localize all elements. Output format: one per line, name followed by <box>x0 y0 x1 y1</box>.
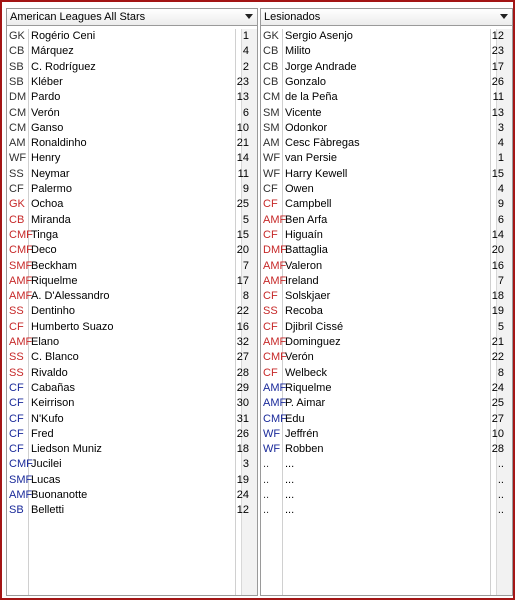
player-position: CF <box>9 397 24 410</box>
player-name: Ireland <box>285 274 319 287</box>
player-number: 31 <box>236 412 249 425</box>
player-position: SB <box>9 60 24 73</box>
player-name: Cabañas <box>31 381 76 394</box>
player-row[interactable] <box>7 90 257 105</box>
right-player-list <box>261 29 512 595</box>
player-name: Recoba <box>285 305 323 318</box>
player-position: AMF <box>263 213 287 226</box>
player-position: CMF <box>9 228 33 241</box>
player-number: 30 <box>236 397 249 410</box>
right-team-panel <box>260 8 513 596</box>
player-row[interactable] <box>7 350 257 365</box>
player-row[interactable] <box>7 289 257 304</box>
player-name: Fred <box>31 427 54 440</box>
player-position: CF <box>263 366 278 379</box>
player-number: 4 <box>497 137 504 150</box>
player-position: AMF <box>263 397 287 410</box>
player-position: WF <box>9 152 27 165</box>
player-row[interactable] <box>7 259 257 274</box>
player-name: Milito <box>285 45 311 58</box>
player-number: 20 <box>491 244 504 257</box>
player-position: AMF <box>9 336 33 348</box>
player-name: Belletti <box>31 504 65 517</box>
player-number: 18 <box>236 443 249 456</box>
player-number: 23 <box>236 75 249 88</box>
player-position: SS <box>9 167 24 180</box>
player-number: 26 <box>491 75 504 88</box>
player-name: de la Peña <box>285 91 338 104</box>
player-row[interactable] <box>261 151 512 166</box>
player-position: CF <box>9 381 24 394</box>
player-name: Kléber <box>31 75 63 88</box>
player-name: C. Blanco <box>31 351 79 364</box>
player-position: .. <box>263 458 270 471</box>
player-row[interactable] <box>7 106 257 121</box>
player-number: 28 <box>236 366 249 379</box>
player-name: ... <box>285 489 295 501</box>
player-position: SS <box>9 366 24 379</box>
player-number: 6 <box>242 106 249 119</box>
player-row[interactable] <box>7 442 257 457</box>
player-position: CB <box>263 45 279 58</box>
player-row[interactable] <box>261 197 512 212</box>
player-name: Harry Kewell <box>285 167 348 180</box>
player-name: Lucas <box>31 473 61 486</box>
player-number: .. <box>497 458 504 471</box>
player-row[interactable] <box>7 320 257 335</box>
player-name: Palermo <box>31 183 72 195</box>
player-row[interactable] <box>261 274 512 289</box>
player-name: Riquelme <box>285 381 332 394</box>
player-row[interactable] <box>7 151 257 166</box>
player-position: SMF <box>9 473 33 486</box>
player-number: 21 <box>236 137 249 150</box>
player-row[interactable] <box>7 182 257 197</box>
player-number: 17 <box>491 60 504 73</box>
player-row[interactable] <box>261 457 512 472</box>
player-number: 11 <box>237 167 249 180</box>
player-name: Riquelme <box>31 274 78 287</box>
player-number: 27 <box>236 351 249 364</box>
player-position: WF <box>263 427 281 440</box>
player-position: WF <box>263 443 281 456</box>
player-name: Dominguez <box>285 336 341 348</box>
player-row[interactable] <box>7 427 257 442</box>
player-name: Tinga <box>31 228 59 241</box>
player-name: Sergio Asenjo <box>285 30 353 42</box>
player-number: 12 <box>236 504 249 517</box>
player-name: van Persie <box>285 152 337 165</box>
player-number: 16 <box>491 259 504 272</box>
player-row[interactable] <box>7 503 257 518</box>
player-row[interactable] <box>261 412 512 427</box>
player-name: Buonanotte <box>31 489 88 501</box>
player-position: AMF <box>9 489 33 501</box>
player-row[interactable] <box>7 228 257 243</box>
player-position: AMF <box>9 274 33 287</box>
player-name: Owen <box>285 183 314 195</box>
player-number: .. <box>497 504 504 517</box>
player-number: 26 <box>236 427 249 440</box>
player-name: P. Aimar <box>285 397 326 410</box>
player-row[interactable] <box>7 457 257 472</box>
player-position: AMF <box>263 381 287 394</box>
player-row[interactable] <box>261 243 512 258</box>
player-row[interactable] <box>7 60 257 75</box>
chevron-down-icon[interactable] <box>500 14 508 19</box>
player-row[interactable] <box>7 197 257 212</box>
player-row[interactable] <box>261 75 512 90</box>
player-number: 7 <box>497 274 504 287</box>
left-player-list <box>7 29 257 595</box>
player-position: CB <box>263 60 279 73</box>
player-row[interactable] <box>7 274 257 289</box>
player-row[interactable] <box>7 243 257 258</box>
player-number: 9 <box>497 198 504 211</box>
player-number: 19 <box>236 473 249 486</box>
player-row[interactable] <box>261 259 512 274</box>
player-number: 29 <box>236 381 249 394</box>
player-number: 25 <box>236 198 249 211</box>
player-name: Edu <box>285 412 305 425</box>
player-position: AMF <box>9 290 33 303</box>
player-number: 15 <box>236 228 249 241</box>
player-name: Campbell <box>285 198 332 211</box>
player-number: 25 <box>491 397 504 410</box>
player-position: CMF <box>9 458 33 471</box>
player-position: CF <box>263 228 278 241</box>
player-number: 32 <box>236 336 249 348</box>
player-row[interactable] <box>261 121 512 136</box>
player-name: C. Rodríguez <box>31 60 96 73</box>
player-position: .. <box>263 489 270 501</box>
player-row[interactable] <box>261 335 512 350</box>
player-row[interactable] <box>7 167 257 182</box>
player-position: SS <box>9 351 24 364</box>
player-name: Higuaín <box>285 228 323 241</box>
player-position: .. <box>263 504 270 517</box>
player-row[interactable] <box>7 29 257 44</box>
player-position: SM <box>263 121 280 134</box>
player-number: 1 <box>497 152 504 165</box>
player-number: 13 <box>236 91 249 104</box>
player-name: Márquez <box>31 45 74 58</box>
player-position: SS <box>9 305 24 318</box>
player-name: Odonkor <box>285 121 328 134</box>
player-name: Ganso <box>31 121 64 134</box>
player-row[interactable] <box>7 488 257 503</box>
player-number: 3 <box>497 121 504 134</box>
player-position: CB <box>263 75 279 88</box>
player-position: DMF <box>263 244 287 257</box>
player-row[interactable] <box>261 442 512 457</box>
player-name: ... <box>285 458 295 471</box>
player-row[interactable] <box>7 136 257 151</box>
player-number: 24 <box>236 489 249 501</box>
player-number: 24 <box>491 381 504 394</box>
player-name: Robben <box>285 443 324 456</box>
player-position: SB <box>9 75 24 88</box>
player-row[interactable] <box>261 473 512 488</box>
player-number: 4 <box>242 45 249 58</box>
player-name: Verón <box>285 351 314 364</box>
player-name: A. D'Alessandro <box>31 290 110 303</box>
player-row[interactable] <box>261 427 512 442</box>
player-number: 19 <box>491 305 504 318</box>
player-position: CF <box>9 443 24 456</box>
player-number: .. <box>497 489 504 501</box>
player-row[interactable] <box>261 90 512 105</box>
player-position: AM <box>263 137 280 150</box>
player-position: DM <box>9 91 27 104</box>
player-position: CF <box>263 320 278 333</box>
player-position: CMF <box>9 244 33 257</box>
player-position: AM <box>9 137 26 150</box>
player-position: CF <box>9 183 24 195</box>
player-name: Jorge Andrade <box>285 60 357 73</box>
left-team-dropdown-label: American Leagues All Stars <box>10 11 146 23</box>
player-position: CF <box>9 412 24 425</box>
player-number: 8 <box>242 290 249 303</box>
player-name: Gonzalo <box>285 75 326 88</box>
player-name: Vicente <box>285 106 322 119</box>
player-name: Verón <box>31 106 60 119</box>
player-number: 14 <box>236 152 249 165</box>
player-name: Battaglia <box>285 244 328 257</box>
player-row[interactable] <box>261 228 512 243</box>
player-name: Solskjaer <box>285 290 331 303</box>
player-row[interactable] <box>261 366 512 381</box>
player-name: Pardo <box>31 91 61 104</box>
player-number: .. <box>497 473 504 486</box>
player-number: 11 <box>492 91 504 104</box>
player-number: 10 <box>491 427 504 440</box>
player-number: 17 <box>236 274 249 287</box>
player-row[interactable] <box>261 503 512 518</box>
player-row[interactable] <box>261 213 512 228</box>
player-number: 28 <box>491 443 504 456</box>
player-name: Ronaldinho <box>31 137 87 150</box>
player-position: WF <box>263 152 281 165</box>
player-name: Humberto Suazo <box>31 320 114 333</box>
player-position: SS <box>263 305 278 318</box>
player-position: GK <box>9 198 25 211</box>
player-position: AMF <box>263 259 287 272</box>
player-name: Deco <box>31 244 57 257</box>
player-number: 5 <box>497 320 504 333</box>
player-row[interactable] <box>261 29 512 44</box>
player-row[interactable] <box>261 182 512 197</box>
player-name: Dentinho <box>31 305 76 318</box>
player-row[interactable] <box>261 106 512 121</box>
player-position: SMF <box>9 259 33 272</box>
player-row[interactable] <box>261 396 512 411</box>
player-position: CF <box>263 183 278 195</box>
player-position: CMF <box>263 412 287 425</box>
player-name: Elano <box>31 336 60 348</box>
player-position: CF <box>9 320 24 333</box>
player-number: 1 <box>242 30 249 42</box>
player-number: 9 <box>242 183 249 195</box>
player-position: CM <box>9 121 27 134</box>
player-row[interactable] <box>7 473 257 488</box>
player-position: CF <box>263 290 278 303</box>
player-name: Beckham <box>31 259 77 272</box>
player-number: 23 <box>491 45 504 58</box>
player-number: 22 <box>491 351 504 364</box>
player-position: .. <box>263 473 270 486</box>
player-number: 16 <box>236 320 249 333</box>
player-number: 15 <box>491 167 504 180</box>
player-row[interactable] <box>7 44 257 59</box>
player-name: Ochoa <box>31 198 64 211</box>
player-position: CM <box>9 106 27 119</box>
player-name: Henry <box>31 152 61 165</box>
player-position: CM <box>263 91 281 104</box>
player-name: Valeron <box>285 259 323 272</box>
player-row[interactable] <box>261 60 512 75</box>
player-name: Jucilei <box>31 458 62 471</box>
player-row[interactable] <box>261 350 512 365</box>
player-name: Jeffrén <box>285 427 319 440</box>
player-number: 10 <box>236 121 249 134</box>
player-position: WF <box>263 167 281 180</box>
player-position: AMF <box>263 274 287 287</box>
player-position: SB <box>9 504 24 517</box>
player-row[interactable] <box>7 213 257 228</box>
player-row[interactable] <box>261 304 512 319</box>
player-name: Miranda <box>31 213 71 226</box>
player-name: Rivaldo <box>31 366 68 379</box>
player-number: 5 <box>242 213 249 226</box>
right-team-dropdown[interactable] <box>261 9 512 26</box>
player-name: Welbeck <box>285 366 327 379</box>
player-row[interactable] <box>261 136 512 151</box>
player-name: Rogério Ceni <box>31 30 96 42</box>
player-number: 13 <box>491 106 504 119</box>
player-number: 7 <box>242 259 249 272</box>
player-position: GK <box>9 30 25 42</box>
player-row[interactable] <box>7 304 257 319</box>
player-number: 27 <box>491 412 504 425</box>
player-number: 2 <box>242 60 249 73</box>
left-team-dropdown[interactable] <box>7 9 257 26</box>
player-number: 14 <box>491 228 504 241</box>
player-number: 21 <box>491 336 504 348</box>
player-position: CB <box>9 45 25 58</box>
player-number: 3 <box>242 458 249 471</box>
player-position: SM <box>263 106 280 119</box>
left-team-panel <box>6 8 258 596</box>
player-number: 20 <box>236 244 249 257</box>
player-row[interactable] <box>261 320 512 335</box>
player-name: Liedson Muniz <box>31 443 102 456</box>
player-row[interactable] <box>7 335 257 350</box>
player-row[interactable] <box>7 75 257 90</box>
player-row[interactable] <box>7 381 257 396</box>
player-row[interactable] <box>261 289 512 304</box>
chevron-down-icon[interactable] <box>245 14 253 19</box>
player-number: 12 <box>491 30 504 42</box>
player-row[interactable] <box>7 412 257 427</box>
player-row[interactable] <box>261 488 512 503</box>
player-number: 4 <box>497 183 504 195</box>
player-name: Ben Arfa <box>285 213 328 226</box>
player-row[interactable] <box>7 396 257 411</box>
right-team-dropdown-label: Lesionados <box>264 11 321 23</box>
player-row[interactable] <box>7 366 257 381</box>
player-number: 6 <box>497 213 504 226</box>
player-number: 18 <box>491 290 504 303</box>
player-name: Cesc Fàbregas <box>285 137 360 150</box>
player-number: 8 <box>497 366 504 379</box>
player-name: Keirrison <box>31 397 75 410</box>
player-name: ... <box>285 473 295 486</box>
player-number: 22 <box>236 305 249 318</box>
player-position: CB <box>9 213 25 226</box>
player-row[interactable] <box>7 121 257 136</box>
player-position: CF <box>9 427 24 440</box>
player-row[interactable] <box>261 381 512 396</box>
player-name: Djibril Cissé <box>285 320 344 333</box>
player-name: ... <box>285 504 295 517</box>
player-position: GK <box>263 30 279 42</box>
player-position: CMF <box>263 351 287 364</box>
player-position: CF <box>263 198 278 211</box>
player-name: Neymar <box>31 167 70 180</box>
player-name: N'Kufo <box>31 412 64 425</box>
player-row[interactable] <box>261 167 512 182</box>
player-row[interactable] <box>261 44 512 59</box>
player-position: AMF <box>263 336 287 348</box>
